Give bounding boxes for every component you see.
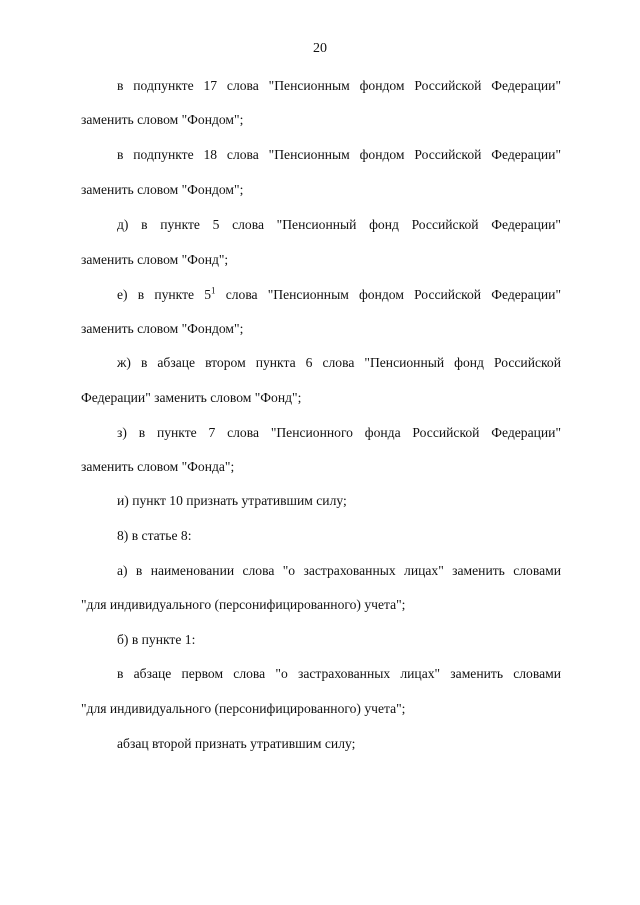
- text-line: ж) в абзаце втором пункта 6 слова "Пенсионный фонд Российской: [117, 355, 561, 370]
- text-line-part: слова "Пенсионным фондом Российской Федерации": [215, 287, 561, 302]
- text-line: заменить словом "Фонда";: [81, 459, 235, 474]
- text-line-part: е) в пункте 5: [117, 287, 212, 302]
- superscript: 1: [211, 285, 216, 296]
- text-line: а) в наименовании слова "о застрахованных лицах" заменить словами: [117, 563, 561, 578]
- text-line: в абзаце первом слова "о застрахованных лицах" заменить словами: [117, 666, 561, 681]
- text-line: Федерации" заменить словом "Фонд";: [81, 390, 302, 405]
- text-line: в подпункте 17 слова "Пенсионным фондом Российской Федерации": [117, 78, 561, 93]
- text-line: заменить словом "Фондом";: [81, 321, 244, 336]
- text-line: и) пункт 10 признать утратившим силу;: [117, 493, 347, 508]
- text-line: заменить словом "Фондом";: [81, 182, 244, 197]
- text-line: д) в пункте 5 слова "Пенсионный фонд Российской Федерации": [117, 217, 561, 232]
- text-line: б) в пункте 1:: [117, 632, 196, 647]
- text-line: з) в пункте 7 слова "Пенсионного фонда Российской Федерации": [117, 425, 561, 440]
- text-line: 8) в статье 8:: [117, 528, 192, 543]
- text-line: в подпункте 18 слова "Пенсионным фондом Российской Федерации": [117, 147, 561, 162]
- page-number: 20: [313, 41, 327, 56]
- text-line: заменить словом "Фонд";: [81, 252, 229, 267]
- text-line: абзац второй признать утратившим силу;: [117, 736, 356, 751]
- text-line: "для индивидуального (персонифицированного) учета";: [81, 701, 406, 716]
- text-line-with-superscript: [117, 285, 561, 305]
- text-line: заменить словом "Фондом";: [81, 112, 244, 127]
- text-line: "для индивидуального (персонифицированного) учета";: [81, 597, 406, 612]
